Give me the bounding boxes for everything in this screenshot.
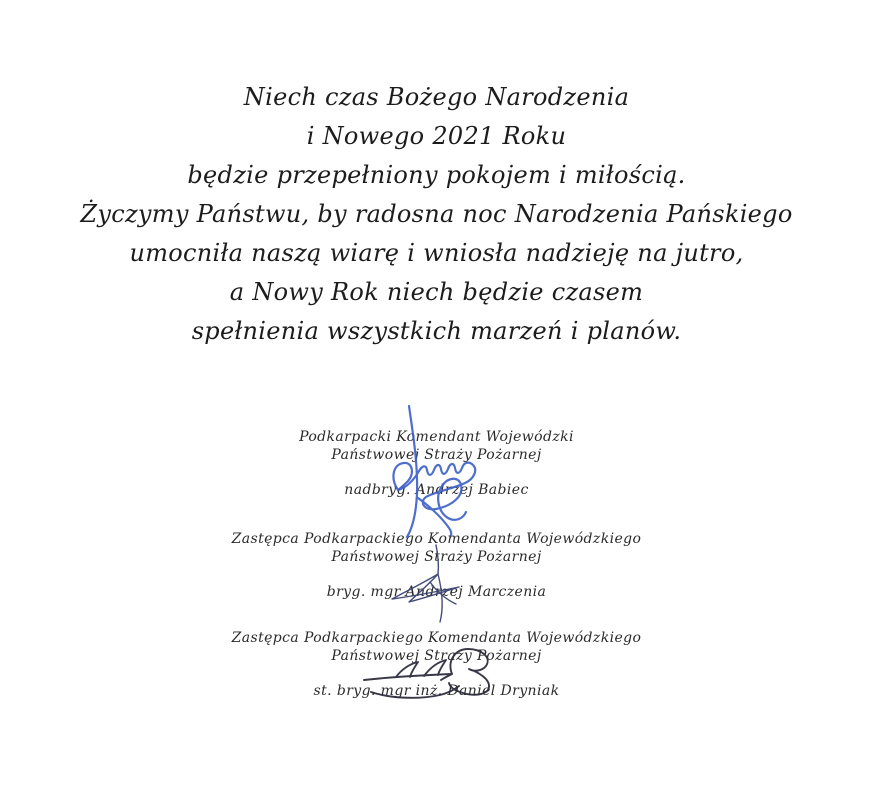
greeting-line-5: umocniła naszą wiarę i wniosła nadzieję na jutro, — [129, 239, 744, 267]
signatory-name: st. bryg. mgr inż. Daniel Dryniak — [313, 683, 560, 699]
greeting-line-6: a Nowy Rok niech będzie czasem — [229, 278, 644, 306]
greeting-line-1: Niech czas Bożego Narodzenia — [243, 83, 630, 111]
greeting-line-7: spełnienia wszystkich marzeń i planów. — [191, 317, 682, 345]
signatory-name: nadbryg. Andrzej Babiec — [344, 482, 529, 498]
greeting-line-4: Życzymy Państwu, by radosna noc Narodzenia Pańskiego — [80, 200, 793, 228]
signatory-block-marczenia — [0, 530, 873, 601]
greeting-line-3: będzie przepełniony pokojem i miłością. — [187, 161, 686, 189]
greeting-text — [0, 78, 873, 351]
signatory-title-line: Państwowej Straży Pożarnej — [331, 447, 542, 463]
signatory-title-line: Państwowej Straży Pożarnej — [331, 549, 542, 565]
signatory-block-dryniak — [0, 629, 873, 700]
signatory-name: bryg. mgr Andrzej Marczenia — [326, 584, 547, 600]
signatory-title-line: Zastępca Podkarpackiego Komendanta Wojewódzkiego — [231, 630, 642, 646]
signatory-title-line: Podkarpacki Komendant Wojewódzki — [299, 429, 574, 445]
signatory-title-line: Zastępca Podkarpackiego Komendanta Wojewódzkiego — [231, 531, 642, 547]
signatory-block-babiec — [0, 428, 873, 499]
greeting-line-2: i Nowego 2021 Roku — [306, 122, 567, 150]
signatory-title-line: Państwowej Straży Pożarnej — [331, 648, 542, 664]
